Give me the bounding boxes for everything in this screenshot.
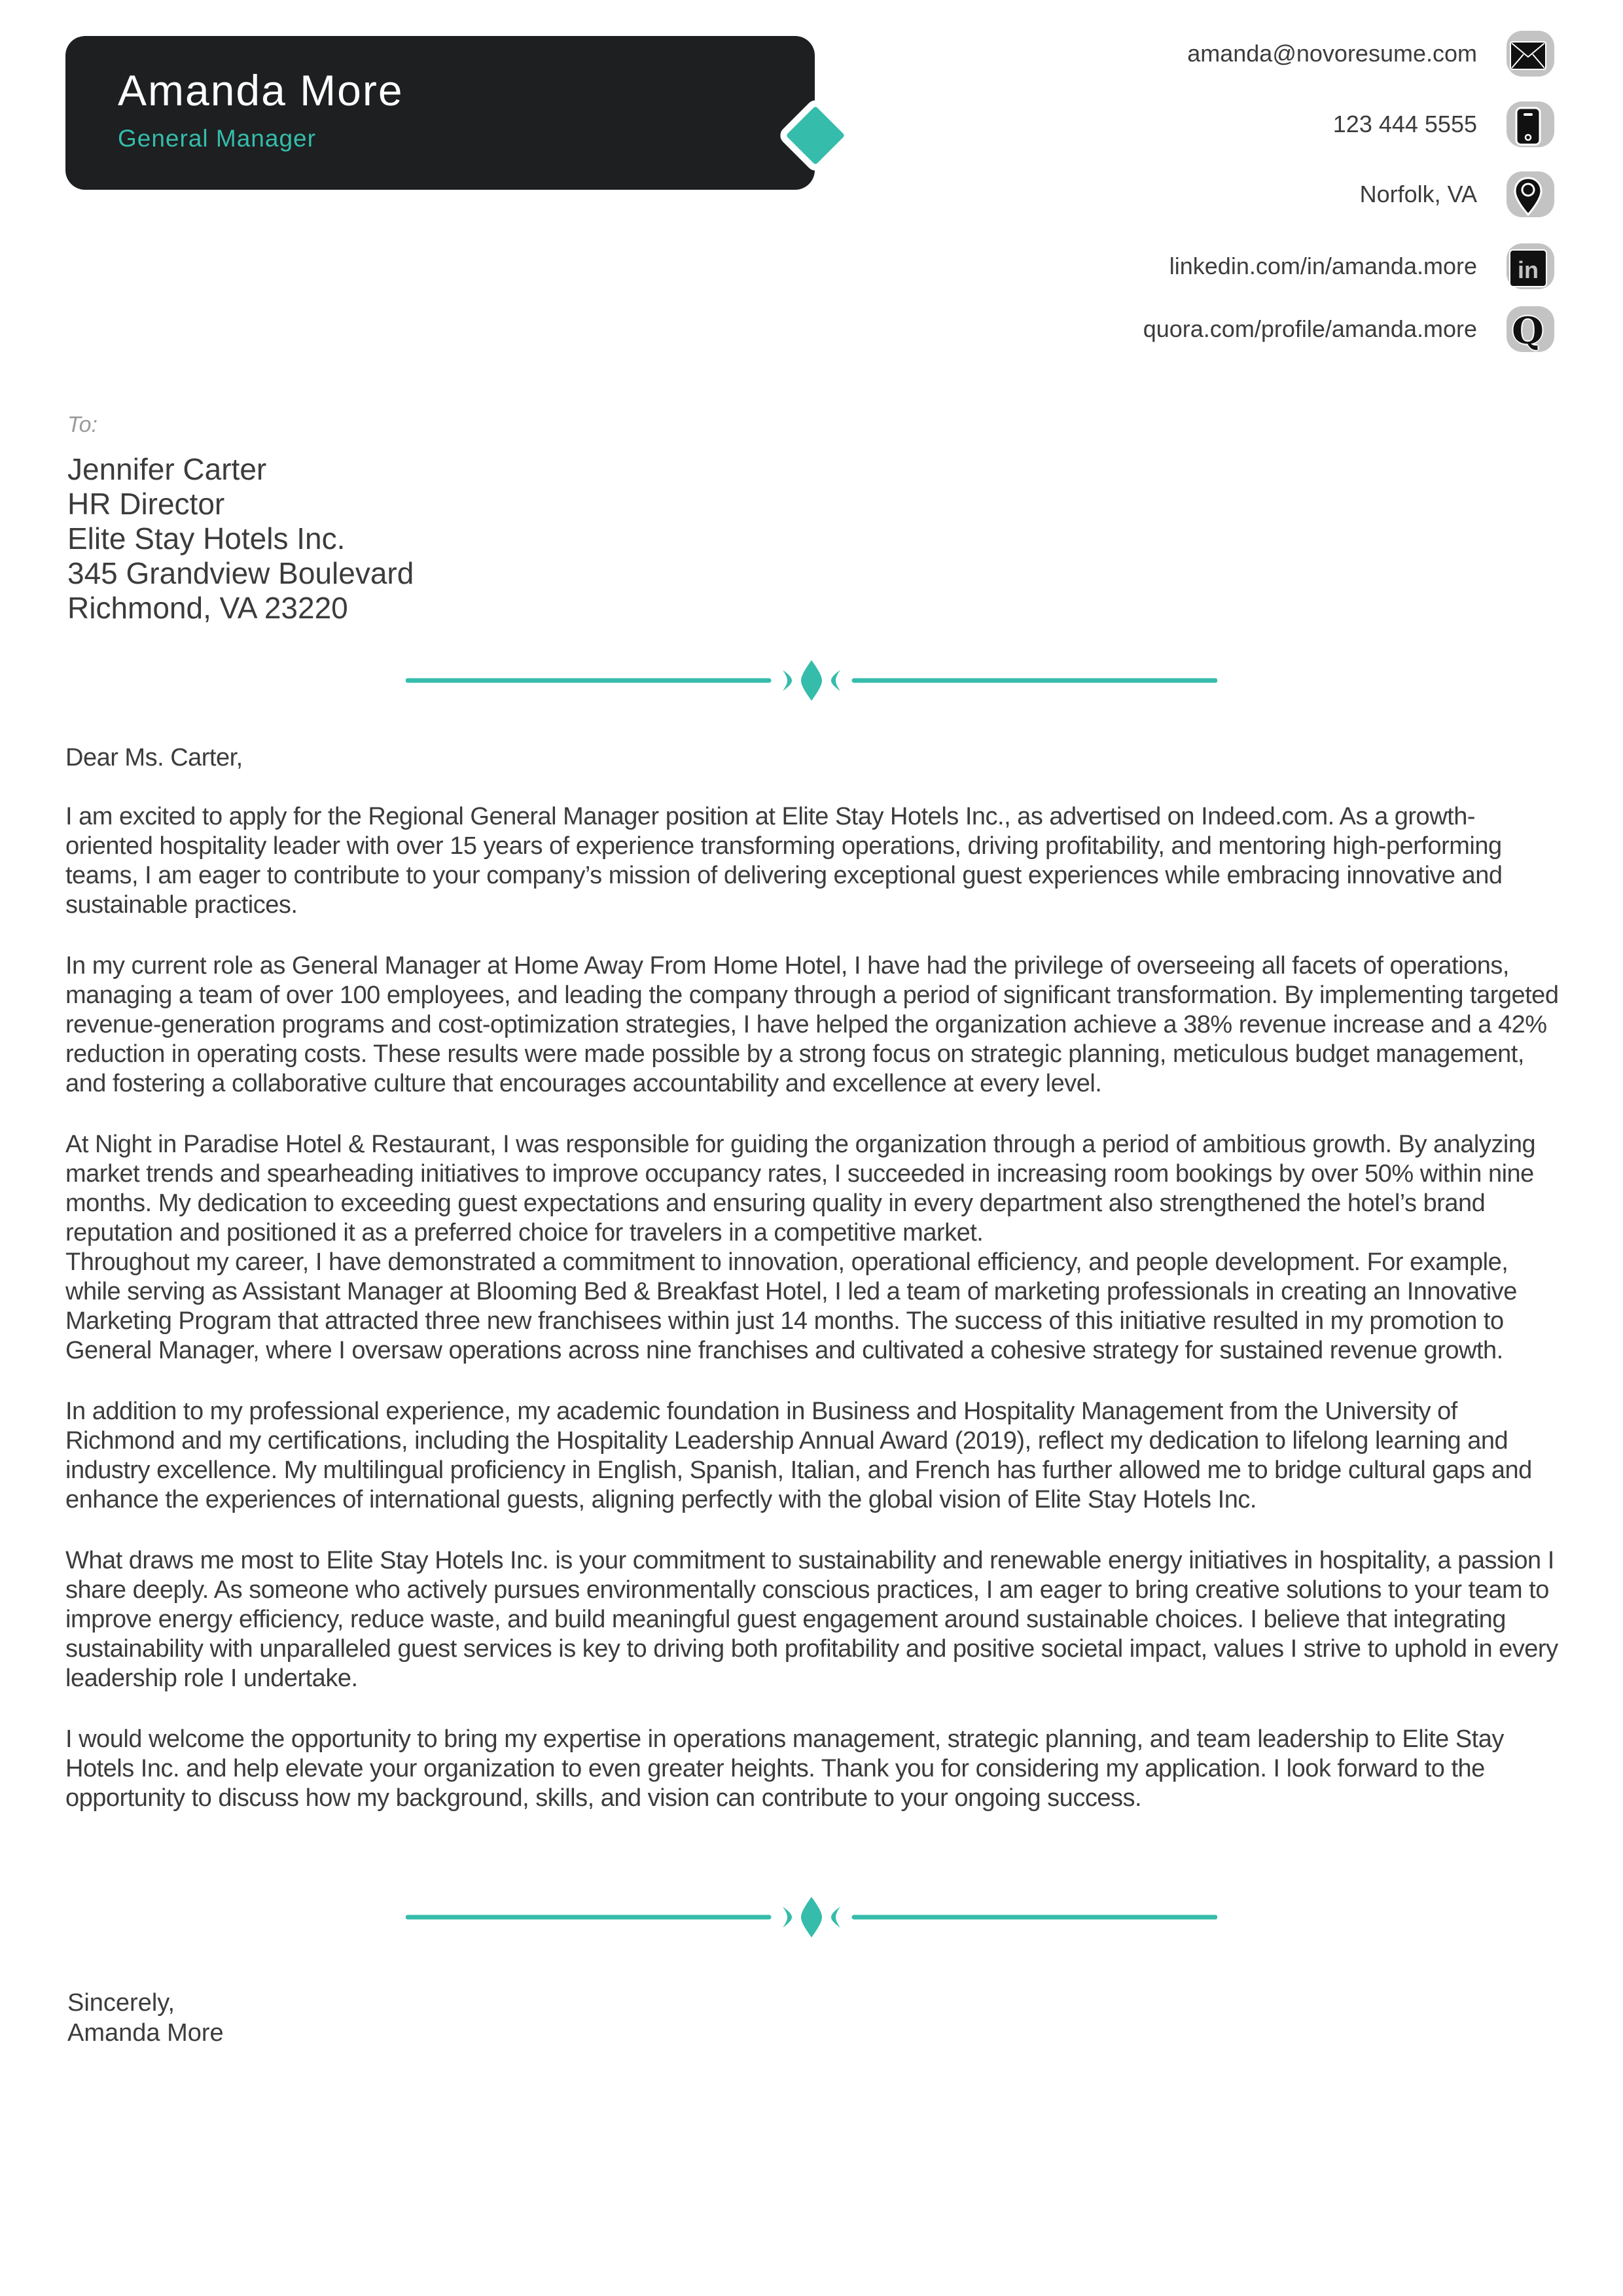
phone-text: 123 444 5555	[1332, 111, 1477, 137]
header-card	[65, 36, 815, 190]
contact-row-phone	[1333, 101, 1554, 147]
to-label: To:	[67, 412, 98, 437]
letter-paragraph	[65, 1546, 1561, 1693]
paragraph-segment: Throughout my career, I have demonstrated a commitment to innovation, operational efficiency, and people development. For example, while serving as Assistant Manager at Blooming Bed & Breakfast Hotel, I led a team of marketing professionals in creating an Innovative Marketing Program that attracted three new franchisees within just 14 months. The success of this initiative resulted in my promotion to General Manager, where I oversaw operations across nine franchises and cultivated a cohesive strategy for sustained revenue growth.	[65, 1248, 1517, 1364]
recipient-company: Elite Stay Hotels Inc.	[67, 521, 346, 556]
paragraph-segment: At Night in Paradise Hotel & Restaurant, I was responsible for guiding the organization through a period of ambitious growth. By analyzing market trends and spearheading initiatives to improve occupancy rates, I succeeded in increasing room bookings by over 50% within nine months. My dedication to exceeding guest expectations and ensuring quality in every department also strengthened the hotel’s brand reputation and positioned it as a preferred choice for travelers in a competitive market.	[65, 1131, 1536, 1246]
contact-row-location	[1360, 171, 1554, 217]
location-pin-icon	[1507, 171, 1554, 217]
recipient-name: Jennifer Carter	[67, 452, 267, 486]
letter-paragraphs	[65, 802, 1561, 1813]
letter-paragraph	[65, 1725, 1561, 1813]
svg-text:in: in	[1517, 256, 1539, 283]
recipient-city: Richmond, VA 23220	[67, 591, 348, 625]
divider-ornament	[406, 1894, 1217, 1940]
recipient-block	[67, 412, 414, 626]
letter-paragraph	[65, 1397, 1561, 1515]
quora-icon: Q	[1507, 306, 1554, 352]
envelope-icon	[1507, 31, 1554, 77]
letter-paragraph	[65, 951, 1561, 1099]
closing-text: Sincerely,	[67, 1989, 175, 2017]
recipient-street: 345 Grandview Boulevard	[67, 556, 414, 590]
greeting: Dear Ms. Carter,	[65, 744, 243, 771]
paragraph-segment: In my current role as General Manager at Home Away From Home Hotel, I have had the privilege of overseeing all facets of operations, managing a team of over 100 employees, and leading the company through a period of significant transformation. By implementing targeted revenue-generation programs and cost-optimization strategies, I have helped the organization achieve a 38% revenue increase and a 42% reduction in operating costs. These results were made possible by a strong focus on strategic planning, meticulous budget management, and fostering a collaborative culture that encourages accountability and excellence at every level.	[65, 952, 1559, 1097]
email-text: amanda@novoresume.com	[1187, 40, 1477, 67]
contact-row-linkedin	[1169, 243, 1554, 289]
location-text: Norfolk, VA	[1359, 181, 1477, 207]
linkedin-icon	[1507, 243, 1554, 289]
paragraph-segment: In addition to my professional experience, my academic foundation in Business and Hospitality Management from the University of Richmond and my certifications, including the Hospitality Leadership Annual Award (2019), reflect my dedication to lifelong learning and industry excellence. My multilingual proficiency in English, Spanish, Italian, and French has further allowed me to bridge cultural gaps and enhance the experiences of international guests, aligning perfectly with the global vision of Elite Stay Hotels Inc.	[65, 1398, 1532, 1513]
quora-text: quora.com/profile/amanda.more	[1143, 315, 1477, 342]
phone-icon	[1507, 101, 1554, 147]
signature-block	[67, 1988, 224, 2048]
recipient-role: HR Director	[67, 487, 225, 521]
person-job-title: General Manager	[118, 125, 316, 152]
contact-row-email	[1187, 31, 1554, 77]
letter-body	[65, 743, 1561, 1845]
person-name: Amanda More	[118, 66, 404, 115]
letter-paragraph	[65, 1130, 1561, 1366]
letter-paragraph	[65, 802, 1561, 920]
contact-row-quora	[1143, 306, 1554, 352]
paragraph-segment: I am excited to apply for the Regional General Manager position at Elite Stay Hotels Inc., as advertised on Indeed.com. As a growth-oriented hospitality leader with over 15 years of experience transforming operations, driving profitability, and mentoring high-performing teams, I am eager to contribute to your company’s mission of delivering exceptional guest experiences while embracing innovative and sustainable practices.	[65, 803, 1503, 919]
signature-name: Amanda More	[67, 2019, 224, 2047]
linkedin-text: linkedin.com/in/amanda.more	[1169, 253, 1477, 279]
paragraph-segment: I would welcome the opportunity to bring my expertise in operations management, strategic planning, and team leadership to Elite Stay Hotels Inc. and help elevate your organization to even greater heights. Thank you for considering my application. I look forward to the opportunity to discuss how my background, skills, and vision can contribute to your ongoing success.	[65, 1725, 1504, 1812]
paragraph-segment: What draws me most to Elite Stay Hotels Inc. is your commitment to sustainability and renewable energy initiatives in hospitality, a passion I share deeply. As someone who actively pursues environmentally conscious practices, I am eager to bring creative solutions to your team to improve energy efficiency, reduce waste, and build meaningful guest engagement around sustainable choices. I believe that integrating sustainability with unparalleled guest services is key to driving both profitability and positive societal impact, values I strive to uphold in every leadership role I undertake.	[65, 1547, 1558, 1692]
divider-ornament	[406, 658, 1217, 703]
